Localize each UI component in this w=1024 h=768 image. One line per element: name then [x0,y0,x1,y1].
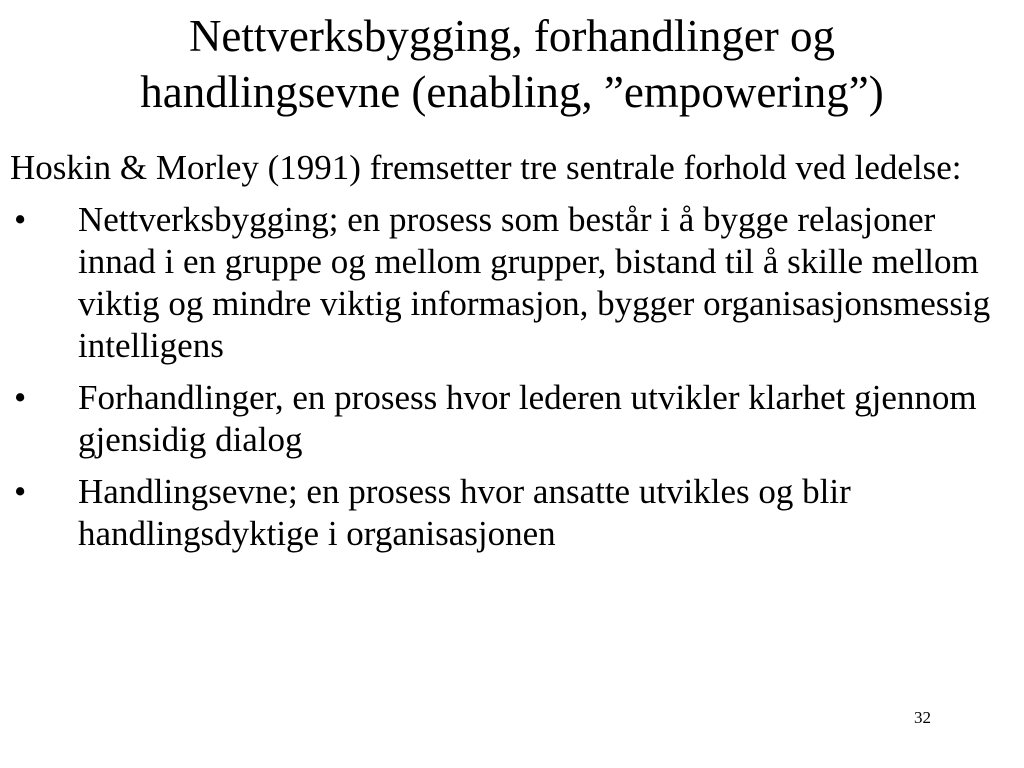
bullet-line: bistand til å skille mellom viktig og mindre viktig [78,242,979,323]
bullet-icon: • [14,200,27,239]
bullet-line: Nettverksbygging; en prosess som består i å bygge [78,200,789,239]
bullet-line: Forhandlinger, en prosess hvor lederen utvikler [78,378,740,417]
bullet-line: informasjon, bygger organisasjonsmessig [410,284,991,323]
slide-title-line: handlingsevne (enabling, ”empowering”) [140,67,884,117]
slide-title [0,8,1024,120]
bullet-line: relasjoner innad i en gruppe og mellom grupper, [78,200,936,281]
slide-body [10,147,1015,565]
bullet-line: klarhet gjennom gjensidig dialog [78,378,977,459]
intro-line: forhold ved ledelse: [683,148,962,187]
intro-paragraph [10,147,1015,189]
bullet-line: intelligens [78,326,224,365]
bullet-item-handlingsevne [10,471,1015,555]
page-number: 32 [914,708,931,727]
bullet-icon: • [14,378,27,417]
bullet-line: Handlingsevne; en prosess hvor ansatte utvikles og [78,472,794,511]
bullet-item-forhandlinger [10,377,1015,461]
bullet-list [10,199,1015,555]
bullet-item-nettverksbygging [10,199,1015,367]
slide-title-line: Nettverksbygging, forhandlinger og [188,11,836,61]
bullet-icon: • [14,472,27,511]
intro-line: Hoskin & Morley (1991) fremsetter tre sentrale [10,148,675,187]
bullet-line: blir handlingsdyktige i organisasjonen [78,472,851,553]
